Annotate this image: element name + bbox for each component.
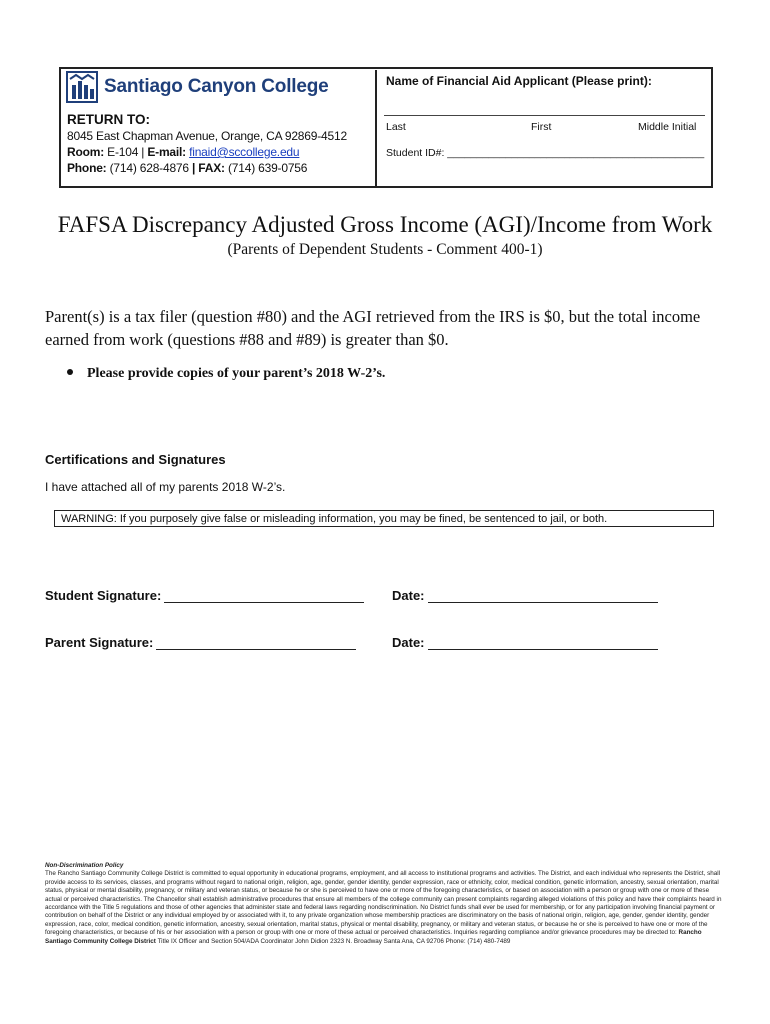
parent-date-line[interactable] [428, 637, 658, 650]
document-subtitle: (Parents of Dependent Students - Comment 400-1) [227, 241, 543, 258]
college-logo [66, 70, 346, 104]
name-middle-label: Middle Initial [638, 121, 697, 133]
email-link[interactable]: finaid@sccollege.edu [189, 145, 300, 159]
student-signature-label: Student Signature: [45, 588, 162, 603]
student-date-label: Date: [392, 588, 425, 603]
fax-value: (714) 639-0756 [227, 161, 308, 175]
applicant-name-title: Name of Financial Aid Applicant (Please print): [386, 74, 652, 88]
room-label: Room: [67, 145, 104, 159]
certification-statement: I have attached all of my parents 2018 W-2’s. [45, 480, 286, 494]
name-first-label: First [531, 121, 552, 133]
student-id-field[interactable]: Student ID#: ____________________________________________ [386, 147, 705, 159]
student-date-line[interactable] [428, 590, 658, 603]
bullet-text: Please provide copies of your parent’s 2018 W-2’s. [87, 366, 386, 381]
parent-date-field[interactable] [392, 635, 658, 650]
phone-fax-line [67, 161, 307, 175]
policy-contact: Title IX Officer and Section 504/ADA Coordinator John Didion 2323 N. Broadway Santa Ana, CA 92706 Phone: (714) 480-7489 [157, 937, 511, 945]
room-email-line [67, 145, 299, 159]
header-divider [375, 70, 377, 186]
document-title: FAFSA Discrepancy Adjusted Gross Income (AGI)/Income from Work [57, 212, 713, 237]
college-seal-icon [66, 71, 98, 103]
phone-value: (714) 628-4876 [109, 161, 189, 175]
parent-signature-field[interactable] [45, 635, 356, 650]
name-last-label: Last [386, 121, 406, 133]
warning-box: WARNING: If you purposely give false or misleading information, you may be fined, be sentenced to jail, or both. [54, 510, 714, 527]
parent-signature-line[interactable] [156, 637, 356, 650]
address-line: 8045 East Chapman Avenue, Orange, CA 92869-4512 [67, 129, 347, 143]
instruction-paragraph: Parent(s) is a tax filer (question #80) and the AGI retrieved from the IRS is $0, but the total income earned from work (questions #88 and #89) is greater than $0. [45, 307, 701, 349]
certification-title: Certifications and Signatures [45, 452, 226, 467]
college-name: Santiago Canyon College [104, 76, 329, 97]
phone-label: Phone: [67, 161, 107, 175]
return-to-heading: RETURN TO: [67, 112, 150, 127]
bullet-icon [67, 369, 73, 375]
email-label: E-mail: [147, 145, 186, 159]
room-value: E-104 | [107, 145, 145, 159]
student-signature-field[interactable] [45, 588, 364, 603]
policy-text: The Rancho Santiago Community College District is committed to equal opportunity in educational programs, employment, and all access to institutional programs and activities. The District, and each individual who represents the District, shall provide access to its services, classes, and programs without regard to national origin, religion, age, gender, gender identity, gender expression, race or ethnicity, color, medical condition, genetic information, ancestry, sexual orientation, marital status, physical or mental disability, pregnancy, or military and veteran status, or because he or she is perceived to have one or more of the foregoing characteristics, or based on association with a person or group with one or more of these actual or perceived characteristics. The Chancellor shall establish administrative procedures that ensure all members of the college community can present complaints regarding alleged violations of this policy and have their complaints heard in accordance with the Title 5 regulations and those of other agencies that administer state and federal laws regarding nondiscrimination. No District funds shall ever be used for membership, or for any participation involving financial payment or contribution on behalf of the District or any individual employed by or associated with it, to any private organization whose membership practices are discriminatory on the basis of national origin, religion, age, gender, gender identity, gender expression, race, color, medical condition, genetic information, ancestry, sexual orientation, marital status, physical or mental disability, pregnancy, or military and veteran status, or because he or she is perceived to have one or more of the foregoing characteristics, or because of his or her association with a person or group with one or more of these actual or perceived characteristics. Inquiries regarding compliance and/or grievance procedures may be directed to: [45, 870, 722, 937]
applicant-name-line[interactable] [384, 115, 705, 116]
bullet-item [67, 366, 385, 382]
policy-title: Non-Discrimination Policy [45, 862, 124, 869]
fax-label: | FAX: [192, 161, 225, 175]
policy-org: Rancho Santiago Community College District [45, 929, 702, 945]
student-signature-line[interactable] [164, 590, 364, 603]
non-discrimination-policy [45, 862, 725, 946]
parent-date-label: Date: [392, 635, 425, 650]
student-date-field[interactable] [392, 588, 658, 603]
parent-signature-label: Parent Signature: [45, 635, 154, 650]
